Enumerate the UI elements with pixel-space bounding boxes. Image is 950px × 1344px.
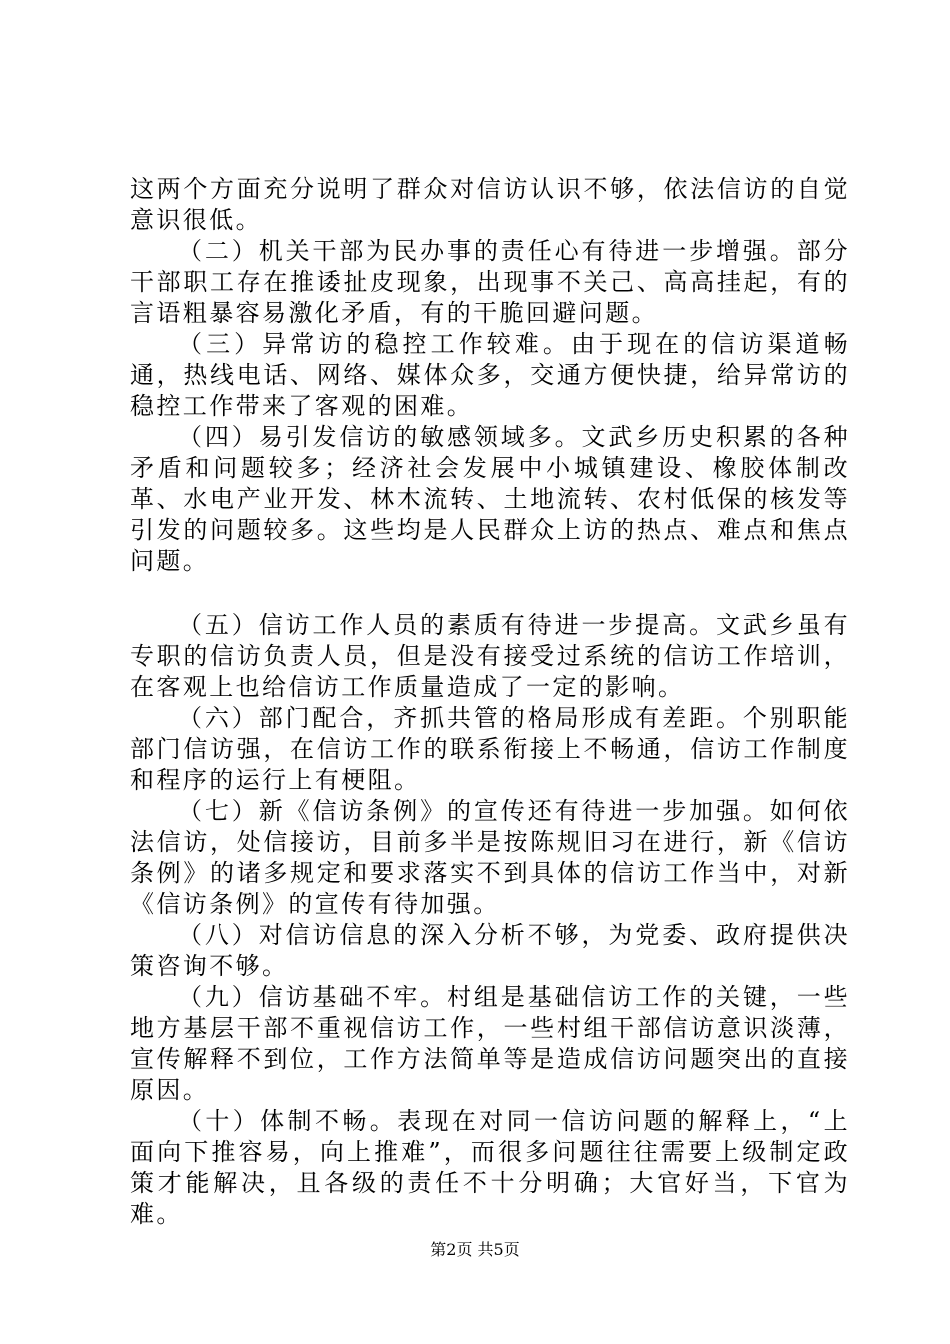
paragraph-continuation: 这两个方面充分说明了群众对信访认识不够，依法信访的自觉意识很低。 — [130, 175, 850, 234]
paragraph-item-3: （三）异常访的稳控工作较难。由于现在的信访渠道畅通，热线电话、网络、媒体众多，交通方便快捷，给异常访的稳控工作带来了客观的困难。 — [130, 330, 850, 420]
document-body — [130, 174, 850, 1230]
paragraph-item-2: （二）机关干部为民办事的责任心有待进一步增强。部分干部职工存在推诿扯皮现象，出现事不关己、高高挂起，有的言语粗暴容易激化矛盾，有的干脆回避问题。 — [130, 237, 850, 327]
paragraph-item-10: （十）体制不畅。表现在对同一信访问题的解释上，“上面向下推容易，向上推难”，而很多问题往往需要上级制定政策才能解决，且各级的责任不十分明确；大官好当，下官为难。 — [130, 1107, 850, 1228]
paragraph-item-8: （八）对信访信息的深入分析不够，为党委、政府提供决策咨询不够。 — [130, 921, 850, 980]
paragraph-item-4: （四）易引发信访的敏感领域多。文武乡历史积累的各种矛盾和问题较多；经济社会发展中小城镇建设、橡胶体制改革、水电产业开发、林木流转、土地流转、农村低保的核发等引发的问题较多。这些均是人民群众上访的热点、难点和焦点问题。 — [130, 423, 850, 575]
paragraph-item-6: （六）部门配合，齐抓共管的格局形成有差距。个别职能部门信访强，在信访工作的联系衔接上不畅通，信访工作制度和程序的运行上有梗阻。 — [130, 704, 850, 794]
paragraph-item-7: （七）新《信访条例》的宣传还有待进一步加强。如何依法信访，处信接访，目前多半是按陈规旧习在进行，新《信访条例》的诸多规定和要求落实不到具体的信访工作当中，对新《信访条例》的宣传有待加强。 — [130, 797, 850, 918]
page-number-footer: 第2页 共5页 — [430, 1240, 520, 1259]
paragraph-item-9: （九）信访基础不牢。村组是基础信访工作的关键，一些地方基层干部不重视信访工作，一些村组干部信访意识淡薄，宣传解释不到位，工作方法简单等是造成信访问题突出的直接原因。 — [130, 983, 850, 1104]
paragraph-item-5: （五）信访工作人员的素质有待进一步提高。文武乡虽有专职的信访负责人员，但是没有接受过系统的信访工作培训，在客观上也给信访工作质量造成了一定的影响。 — [130, 611, 850, 701]
